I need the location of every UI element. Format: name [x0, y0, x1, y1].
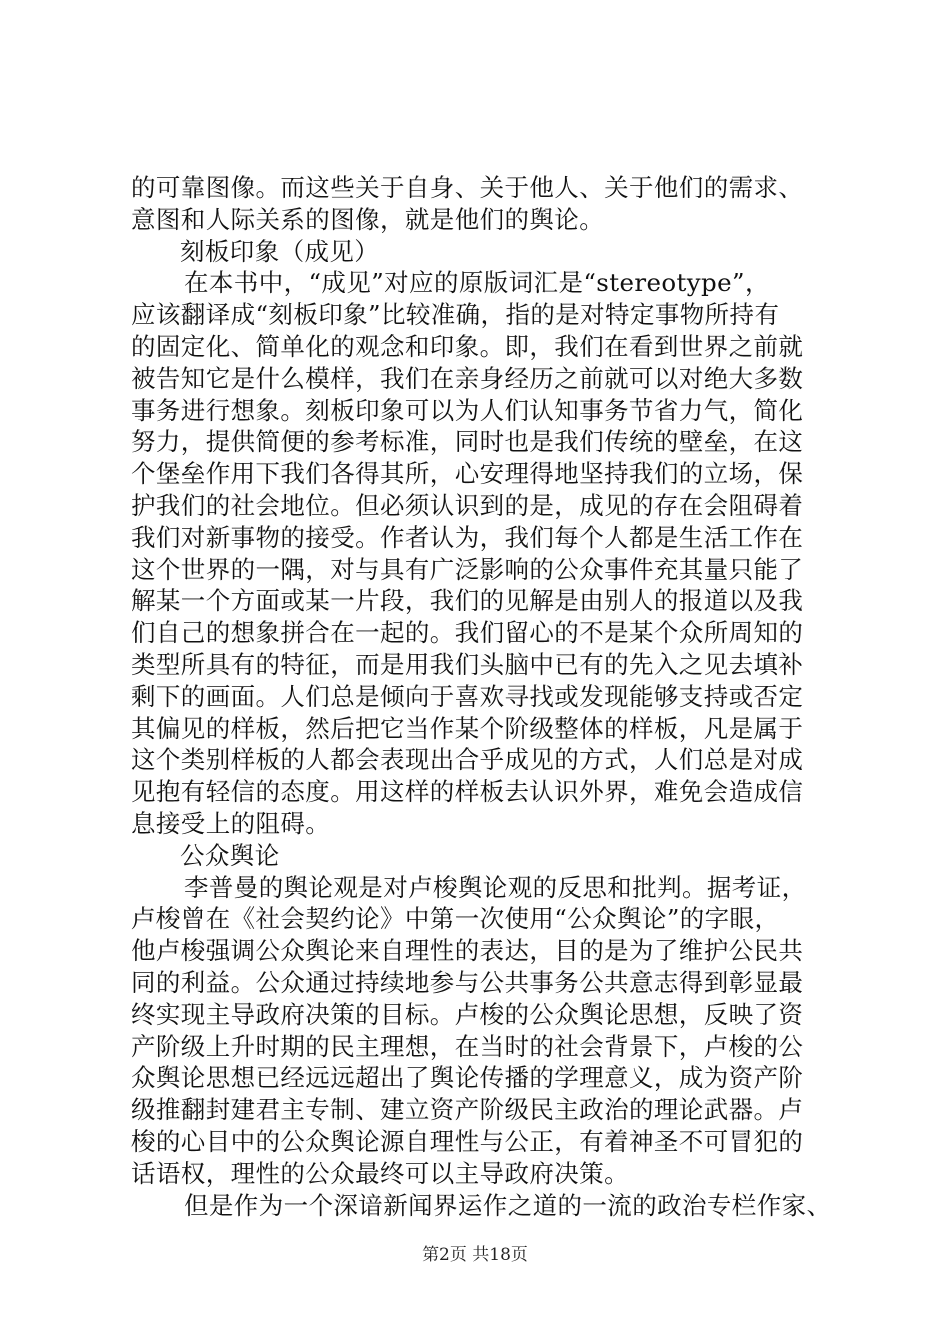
text-line: 护我们的社会地位。但必须认识到的是，成见的存在会阻碍着	[131, 490, 804, 520]
text-line: 我们对新事物的接受。作者认为，我们每个人都是生活工作在	[131, 522, 804, 552]
text-line: 们自己的想象拼合在一起的。我们留心的不是某个众所周知的	[131, 618, 804, 648]
text-line: 产阶级上升时期的民主理想，在当时的社会背景下，卢梭的公	[131, 1031, 804, 1061]
text-line: 的可靠图像。而这些关于自身、关于他人、关于他们的需求、	[131, 173, 804, 202]
section-heading: 公众舆论	[180, 840, 280, 870]
text-line: 级推翻封建君主专制、建立资产阶级民主政治的理论武器。卢	[131, 1095, 804, 1125]
text-line: 话语权，理性的公众最终可以主导政府决策。	[131, 1158, 629, 1188]
text-line: 在本书中，“成见”对应的原版词汇是“stereotype”，	[184, 268, 770, 298]
text-line: 终实现主导政府决策的目标。卢梭的公众舆论思想，反映了资	[131, 999, 804, 1029]
text-line: 被告知它是什么模样，我们在亲身经历之前就可以对绝大多数	[131, 363, 804, 393]
text-line: 众舆论思想已经远远超出了舆论传播的学理意义，成为资产阶	[131, 1063, 804, 1093]
text-line: 剩下的画面。人们总是倾向于喜欢寻找或发现能够支持或否定	[131, 681, 804, 711]
text-line: 他卢梭强调公众舆论来自理性的表达，目的是为了维护公民共	[131, 936, 804, 966]
text-line: 努力，提供简便的参考标准，同时也是我们传统的壁垒，在这	[131, 427, 804, 457]
text-line: 的固定化、简单化的观念和印象。即，我们在看到世界之前就	[131, 331, 804, 361]
text-line: 这个世界的一隅，对与具有广泛影响的公众事件充其量只能了	[131, 554, 804, 584]
text-line: 类型所具有的特征，而是用我们头脑中已有的先入之见去填补	[131, 649, 804, 679]
text-line: 卢梭曾在《社会契约论》中第一次使用“公众舆论”的字眼，	[131, 904, 780, 934]
text-line: 意图和人际关系的图像，就是他们的舆论。	[131, 204, 605, 234]
text-line: 事务进行想象。刻板印象可以为人们认知事务节省力气，简化	[131, 395, 804, 425]
text-line: 但是作为一个深谙新闻界运作之道的一流的政治专栏作家、	[184, 1190, 832, 1220]
text-line: 解某一个方面或某一片段，我们的见解是由别人的报道以及我	[131, 586, 804, 616]
text-line: 个堡垒作用下我们各得其所，心安理得地坚持我们的立场，保	[131, 459, 804, 489]
page-footer: 第2页 共18页	[422, 1245, 528, 1265]
document-body	[131, 172, 841, 1221]
text-line: 同的利益。公众通过持续地参与公共事务公共意志得到彰显最	[131, 967, 804, 997]
text-line: 这个类别样板的人都会表现出合乎成见的方式，人们总是对成	[131, 745, 804, 775]
section-heading: 刻板印象（成见）	[180, 236, 380, 266]
text-line: 李普曼的舆论观是对卢梭舆论观的反思和批判。据考证，	[184, 872, 807, 902]
text-line: 其偏见的样板，然后把它当作某个阶级整体的样板，凡是属于	[131, 713, 804, 743]
text-line: 息接受上的阻碍。	[131, 808, 331, 838]
text-line: 应该翻译成“刻板印象”比较准确，指的是对特定事物所持有	[131, 300, 780, 330]
text-line: 梭的心目中的公众舆论源自理性与公正，有着神圣不可冒犯的	[131, 1126, 804, 1156]
text-line: 见抱有轻信的态度。用这样的样板去认识外界，难免会造成信	[131, 777, 804, 807]
